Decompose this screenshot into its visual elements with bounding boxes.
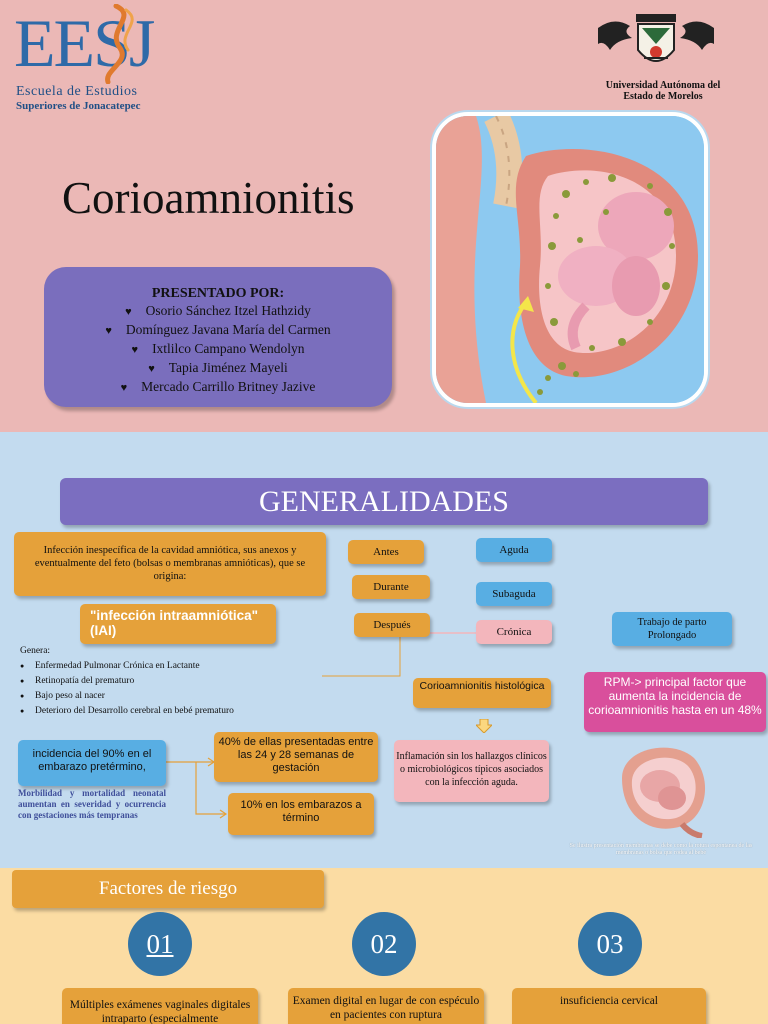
presenter-name: Ixtlilco Campano Wendolyn xyxy=(152,341,305,356)
infected-uterus-image xyxy=(436,116,704,403)
presenter-item xyxy=(44,359,392,378)
university-name-line2: Estado de Morelos xyxy=(623,91,703,102)
fetus-membranes-image xyxy=(612,738,716,838)
university-name-line1: Universidad Autónoma del xyxy=(605,80,721,91)
presenter-item xyxy=(44,340,392,359)
school-name-line1: Escuela de Estudios xyxy=(16,84,138,99)
presenters-list xyxy=(44,302,392,397)
inflamacion-box: Inflamación sin los hallazgos clínicos o microbiológicos típicos asociados con la infección aguda. xyxy=(394,740,549,802)
cuarenta-percent-box: 40% de ellas presentadas entre las 24 y 28 semanas de gestación xyxy=(214,732,378,782)
presenters-card xyxy=(44,267,392,407)
uaem-crest-icon xyxy=(596,10,716,76)
factor-number-circle xyxy=(128,912,192,976)
generalidades-banner: GENERALIDADES xyxy=(60,478,708,525)
factor-card: insuficiencia cervical xyxy=(512,988,706,1024)
university-name xyxy=(588,80,738,102)
rpm-box: RPM-> principal factor que aumenta la incidencia de corioamnionitis hasta en un 48% xyxy=(584,672,766,732)
genera-item: ● Retinopatía del prematuro xyxy=(20,674,234,689)
genera-list xyxy=(20,644,234,719)
factor-card: Múltiples exámenes vaginales digitales intraparto (especialmente xyxy=(62,988,258,1024)
factor-number: 03 xyxy=(596,929,624,959)
uterus-illustration xyxy=(432,112,708,407)
genera-item: ● Bajo peso al nacer xyxy=(20,689,234,704)
morbilidad-text: Morbilidad y mortalidad neonatal aumentan en severidad y ocurrencia con gestaciones más tempranas xyxy=(18,788,166,820)
presenter-name: Mercado Carrillo Britney Jazive xyxy=(141,379,316,394)
type-cronica: Crónica xyxy=(476,620,552,644)
factores-heading: Factores de riesgo xyxy=(12,870,324,908)
genera-item: ● Deterioro del Desarrollo cerebral en bebé prematuro xyxy=(20,704,234,719)
type-subaguda: Subaguda xyxy=(476,582,552,606)
factores-section xyxy=(0,868,768,1024)
timing-despues: Después xyxy=(354,613,430,637)
timing-durante: Durante xyxy=(352,575,430,599)
factor-number: 02 xyxy=(370,929,398,959)
eesj-logo-letters: EESJ xyxy=(14,5,154,81)
genera-label: Genera: xyxy=(20,646,51,656)
presenter-item xyxy=(44,302,392,321)
generalidades-section xyxy=(0,432,768,868)
timing-antes: Antes xyxy=(348,540,424,564)
factor-number: 01 xyxy=(146,929,174,959)
presenter-name: Domínguez Javana María del Carmen xyxy=(125,322,331,337)
heart-icon: ♥ xyxy=(148,363,155,375)
factor-number-circle xyxy=(578,912,642,976)
heart-icon: ♥ xyxy=(120,382,128,394)
presenter-item xyxy=(44,321,392,340)
heart-icon: ♥ xyxy=(125,306,132,318)
iai-box: "infección intraamniótica" (IAI) xyxy=(80,604,276,644)
eesj-swirl-icon xyxy=(86,4,146,84)
genera-item: ● Enfermedad Pulmonar Crónica en Lactante xyxy=(20,659,234,674)
image-caption: Se ilustra presentación membranas se debe como la rotura espontanea de las membranas o bolsa que rodea al bebé xyxy=(569,843,753,856)
arrow-down-icon xyxy=(476,719,492,733)
heart-icon: ♥ xyxy=(131,344,139,356)
factor-card: Examen digital en lugar de con espéculo en pacientes con ruptura xyxy=(288,988,484,1024)
definition-box: Infección inespecífica de la cavidad amniótica, sus anexos y eventualmente del feto (bolsas o membranas amnióticas), que se origina: xyxy=(14,532,326,596)
factor-number-circle xyxy=(352,912,416,976)
genera-items xyxy=(20,659,234,719)
page-title: Corioamnionitis xyxy=(62,173,355,223)
eesj-logo xyxy=(14,4,164,116)
diez-percent-box: 10% en los embarazos a término xyxy=(228,793,374,835)
presenter-item xyxy=(44,378,392,397)
presenters-heading: PRESENTADO POR: xyxy=(151,286,285,301)
school-name-line2: Superiores de Jonacatepec xyxy=(16,100,141,112)
incidencia-box: incidencia del 90% en el embarazo pretérmino, xyxy=(18,740,166,786)
presenter-name: Tapia Jiménez Mayeli xyxy=(168,360,288,375)
heart-icon: ♥ xyxy=(105,325,112,337)
presenter-name: Osorio Sánchez Itzel Hathzidy xyxy=(145,303,311,318)
trabajo-parto-box: Trabajo de parto Prolongado xyxy=(612,612,732,646)
type-aguda: Aguda xyxy=(476,538,552,562)
histologica-box: Corioamnionitis histológica xyxy=(413,678,551,708)
title-section xyxy=(0,0,768,432)
